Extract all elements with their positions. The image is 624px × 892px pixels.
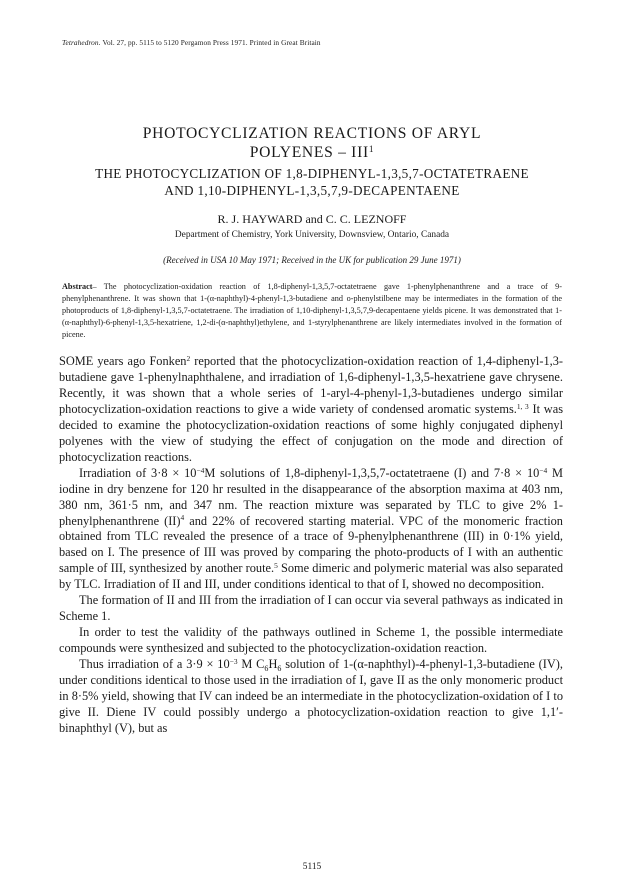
subscript: 6 <box>264 663 269 673</box>
authors: R. J. HAYWARD and C. C. LEZNOFF <box>217 212 407 226</box>
journal-citation <box>62 38 321 47</box>
abstract-label: Abstract <box>62 282 93 291</box>
page-number: 5115 <box>302 862 322 872</box>
affiliation: Department of Chemistry, York University, Downsview, Ontario, Canada <box>174 230 450 240</box>
footnote-ref: 1, 3 <box>516 401 529 411</box>
exponent: −3 <box>229 657 238 667</box>
subscript: 6 <box>277 663 282 673</box>
abstract <box>62 281 562 341</box>
paragraph-3: The formation of II and III from the irradiation of I can occur via several pathways as indicated in Scheme 1. <box>59 593 563 624</box>
paper-title <box>0 124 624 162</box>
footnote-ref: 5 <box>274 561 278 571</box>
body-text <box>59 354 563 737</box>
abstract-text: – The photocyclization-oxidation reaction of 1,8-diphenyl-1,3,5,7-octatetraene gave 1-phenylphenanthrene and a trace of 9-phenylphenanthrene. It was shown that 1-(α-naphthyl)-4-phenyl-1,3-butadiene and o-phenylstilbene may be intermediates in the formation of the photoproducts of 1,8-diphenyl-1,3,5,7-octatetraene. The irradiation of 1,10-diphenyl-1,3,5,7,9-decapentaene yields picene. It was demonstrated that 1-(α-naphthyl)-6-phenyl-1,3,5-hexatriene, 1,2-di-(α-naphthyl)ethylene, and 1-styrylphenanthrene are likely intermediates involved in the formation of picene. <box>62 282 562 339</box>
paper-subtitle <box>0 165 624 199</box>
received-dates: (Received in USA 10 May 1971; Received in the UK for publication 29 June 1971) <box>163 255 461 265</box>
title-footnote-ref: 1 <box>368 144 375 155</box>
journal-details: Vol. 27, pp. 5115 to 5120 Pergamon Press 1971. Printed in Great Britain <box>102 38 321 47</box>
title-line-2: POLYENES – III$^1$ <box>249 144 375 161</box>
paragraph-1: SOME years ago Fonken$^2$ reported that the photocyclization-oxidation reaction of 1,4-diphenyl-1,3-butadiene gave 1-phenylnaphthalene, and irradiation of 1,6-diphenyl-1,3,5-hexatriene gave chrysene. Recently, it was shown that a whole series of 1-aryl-4-phenyl-1,3-butadienes undergo similar photocyclization-oxidation reactions to give a wide variety of condensed aromatic systems.$^{1, 3}$ It was decided to examine the photocyclization-oxidation reactions of some highly conjugated diphenyl polyenes with the view of studying the effect of conjugation on the mode and direction of photocyclization reactions. <box>59 353 563 464</box>
subtitle-line-1: THE PHOTOCYCLIZATION OF 1,8-DIPHENYL-1,3,5,7-OCTATETRAENE <box>95 166 529 181</box>
journal-name: Tetrahedron. <box>62 38 101 47</box>
paragraph-5: Thus irradiation of a $3\cdot 9 \times 10^{-3}$ M $C_6H_6$ solution of 1-(α-naphthyl)-4-phenyl-1,3-butadiene (IV), under conditions identical to those used in the irradiation of I, gave II as the only monomeric product in 8·5% yield, showing that IV can indeed be an intermediate in the photocyclization-oxidation of I to give II. Diene IV could possibly undergo a photocyclization-oxidation reaction to give 1,1′-binaphthyl (V), but as <box>59 657 564 735</box>
exponent: −4 <box>539 465 548 475</box>
paragraph-2: Irradiation of $3\cdot 8 \times 10^{-4}M$ solutions of 1,8-diphenyl-1,3,5,7-octatetraene (I) and $7\cdot 8 \times 10^{-4}$ M iodine in dry benzene for 120 hr resulted in the disappearance of the absorption maxima at 403 nm, 380 nm, 361·5 nm, and 347 nm. The reaction mixture was separated by TLC to give 2% 1-phenylphenanthrene (II)$^4$ and 22% of recovered starting material. VPC of the monomeric fraction obtained from TLC revealed the presence of a trace of 9-phenylphenanthrene (III) in 0·1% yield, based on I. The presence of III was proved by comparing the photo-products of I with an authentic sample of III, synthesized by another route.$^5$ Some dimeric and polymeric material was also separated by TLC. Irradiation of II and III, under conditions identical to that of I, showed no decomposition. <box>59 465 563 592</box>
footnote-ref: 4 <box>180 513 185 523</box>
footnote-ref: 2 <box>186 353 191 363</box>
exponent: −4 <box>196 465 205 475</box>
paragraph-4: In order to test the validity of the pathways outlined in Scheme 1, the possible intermediate compounds were synthesized and subjected to the photocyclization-oxidation reaction. <box>59 625 563 656</box>
title-line-1: PHOTOCYCLIZATION REACTIONS OF ARYL <box>142 125 482 142</box>
subtitle-line-2: AND 1,10-DIPHENYL-1,3,5,7,9-DECAPENTAENE <box>164 183 460 198</box>
